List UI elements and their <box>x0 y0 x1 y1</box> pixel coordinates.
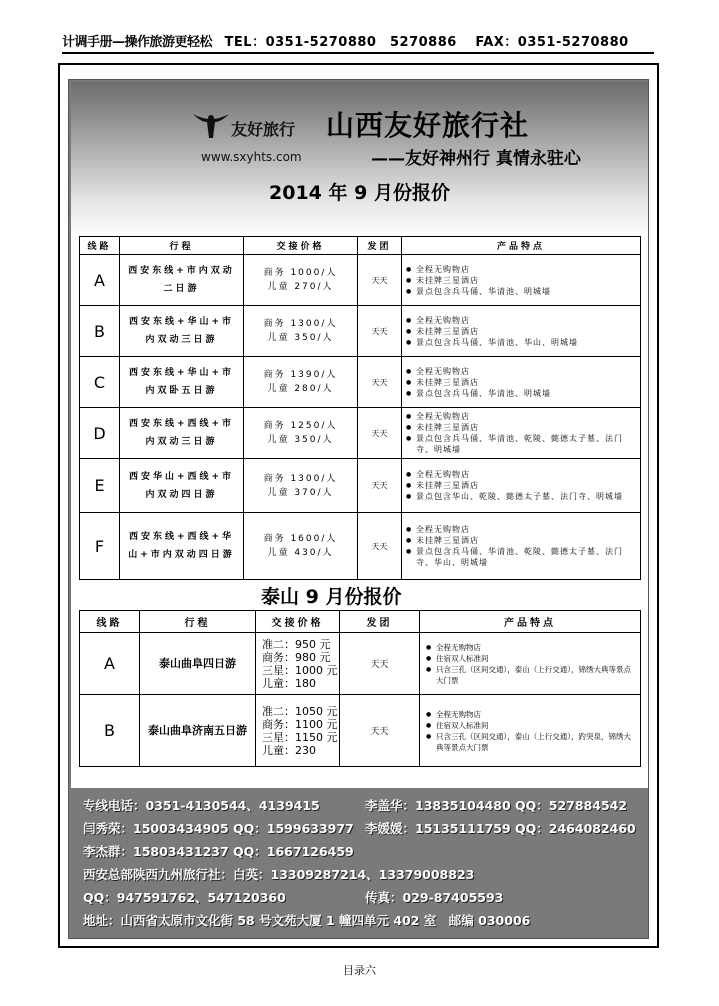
manual-slogan: 计调手册—操作旅游更轻松 <box>62 35 213 50</box>
col-header-code: 线路 <box>80 237 120 255</box>
price-line: 商务：1100 元 <box>262 717 338 731</box>
wing-logo-icon <box>191 108 231 142</box>
route-name: 泰山曲阜济南五日游 <box>140 695 256 767</box>
route-code: A <box>80 633 140 695</box>
table-row <box>80 357 641 408</box>
departure-schedule: 天天 <box>358 255 402 306</box>
table-row <box>80 633 641 695</box>
feature-item: ● 景点包含兵马俑、华清池、乾陵、懿德太子墓、法门寺、明城墙 <box>406 433 636 455</box>
features-cell <box>420 695 641 767</box>
features-cell <box>420 633 641 695</box>
ad-panel <box>68 79 649 939</box>
price-cell <box>244 408 358 459</box>
feature-item: ● 只含三孔（区间交通），泰山（上行交通），锦绣大典等景点大门票 <box>426 664 634 686</box>
contact-li-gaihua: 李盖华：13835104480 QQ：527884542 <box>365 798 628 813</box>
price-cell <box>244 513 358 580</box>
route-name: 西安东线+华山+市内双卧五日游 <box>120 357 244 408</box>
feature-item: ● 全程无购物店 <box>406 411 636 422</box>
feature-item: ● 全程无购物店 <box>406 469 636 480</box>
contact-row <box>83 888 643 911</box>
features-cell <box>402 306 641 357</box>
table-header-row <box>80 611 641 633</box>
price-line: 商务 1250/人 <box>263 421 338 431</box>
feature-item: ● 全程无购物店 <box>406 524 636 535</box>
price-line: 商务 1000/人 <box>263 268 338 278</box>
feature-item: ● 景点包含华山、乾陵、懿德太子墓、法门寺、明城墙 <box>406 491 636 502</box>
route-name: 西安华山+西线+市内双动四日游 <box>120 459 244 513</box>
contact-row <box>83 911 643 934</box>
price-content <box>71 232 648 788</box>
price-cell <box>256 633 340 695</box>
feature-item: ● 只含三孔（区间交通），泰山（上行交通），趵突泉，锦绣大典等景点大门票 <box>426 731 634 753</box>
route-name: 西安东线+市内双动二日游 <box>120 255 244 306</box>
feature-item: ● 全程无购物店 <box>406 315 636 326</box>
col-header-route: 行程 <box>140 611 256 633</box>
price-line: 商务：980 元 <box>262 650 331 664</box>
ad-header <box>71 82 648 232</box>
route-code: B <box>80 695 140 767</box>
feature-item: ● 未挂牌三星酒店 <box>406 275 636 286</box>
feature-item: ● 未挂牌三星酒店 <box>406 535 636 546</box>
feature-item: ● 未挂牌三星酒店 <box>406 326 636 337</box>
col-header-features: 产品特点 <box>420 611 641 633</box>
departure-schedule: 天天 <box>358 513 402 580</box>
features-cell <box>402 255 641 306</box>
price-line: 商务 1390/人 <box>263 370 338 380</box>
table-row <box>80 408 641 459</box>
feature-item: ● 未挂牌三星酒店 <box>406 422 636 433</box>
price-line: 商务 1300/人 <box>263 473 338 484</box>
price-line: 儿童 350/人 <box>267 435 334 445</box>
price-line: 儿童：230 <box>262 743 316 757</box>
xian-hq-contact: 西安总部陕西九州旅行社：白英：13309287214、13379008823 <box>83 867 475 882</box>
route-code: C <box>80 357 120 408</box>
hotline: 专线电话：0351-4130544、4139415 <box>83 798 320 813</box>
contact-li-yuanyuan: 李媛媛：15135111759 QQ：2464082460 <box>365 821 636 836</box>
route-name: 泰山曲阜四日游 <box>140 633 256 695</box>
table-row <box>80 513 641 580</box>
contact-li-jiequn: 李杰群：15803431237 QQ：1667126459 <box>83 844 354 859</box>
departure-schedule: 天天 <box>340 695 420 767</box>
contact-row <box>83 796 643 819</box>
contact-info <box>83 796 643 934</box>
feature-item: ● 全程无购物店 <box>426 642 634 653</box>
price-cell <box>256 695 340 767</box>
feature-item: ● 未挂牌三星酒店 <box>406 480 636 491</box>
contact-row <box>83 842 643 865</box>
departure-schedule: 天天 <box>358 408 402 459</box>
ad-frame <box>58 63 659 948</box>
price-line: 商务 1600/人 <box>263 534 338 544</box>
company-slogan: ——友好神州行 真情永驻心 <box>371 149 581 169</box>
table-row <box>80 255 641 306</box>
price-line: 儿童 270/人 <box>267 282 334 292</box>
table-header-row <box>80 237 641 255</box>
price-line: 商务 1300/人 <box>263 319 338 329</box>
table-row <box>80 306 641 357</box>
route-code: D <box>80 408 120 459</box>
departure-schedule: 天天 <box>358 459 402 513</box>
route-name: 西安东线+西线+华山+市内双动四日游 <box>120 513 244 580</box>
logo-text: 友好旅行 <box>231 120 296 139</box>
col-header-departure: 发团 <box>358 237 402 255</box>
features-cell <box>402 357 641 408</box>
col-header-departure: 发团 <box>340 611 420 633</box>
contact-yan-xiurong: 闫秀荣：15003434905 QQ：1599633977 <box>83 821 354 836</box>
departure-schedule: 天天 <box>358 306 402 357</box>
qq-numbers: QQ：947591762、547120360 <box>83 890 286 905</box>
feature-item: ● 景点包含兵马俑、华清池、华山、明城墙 <box>406 337 636 348</box>
price-line: 准二：950 元 <box>262 637 331 651</box>
page-number: 目录六 <box>343 964 376 977</box>
price-cell <box>244 357 358 408</box>
departure-schedule: 天天 <box>340 633 420 695</box>
price-line: 儿童 350/人 <box>267 333 334 343</box>
route-name: 西安东线+华山+市内双动三日游 <box>120 306 244 357</box>
price-line: 三星：1000 元 <box>262 663 338 677</box>
price-cell <box>244 459 358 513</box>
contact-row <box>83 865 643 888</box>
table-row <box>80 459 641 513</box>
feature-item: ● 全程无购物店 <box>406 264 636 275</box>
col-header-price: 交接价格 <box>244 237 358 255</box>
top-bar <box>62 34 654 54</box>
table-row <box>80 695 641 767</box>
company-name: 山西友好旅行社 <box>326 109 530 142</box>
feature-item: ● 住宿双人标准间 <box>426 720 634 731</box>
fax-xian: 传真：029-87405593 <box>365 890 504 905</box>
col-header-features: 产品特点 <box>402 237 641 255</box>
website-url: www.sxyhts.com <box>201 150 302 164</box>
fax-number: FAX：0351-5270880 <box>475 35 629 50</box>
price-line: 儿童 280/人 <box>267 384 334 394</box>
departure-schedule: 天天 <box>358 357 402 408</box>
price-line: 儿童：180 <box>262 676 316 690</box>
price-line: 准二：1050 元 <box>262 704 338 718</box>
route-name: 西安东线+西线+市内双动三日游 <box>120 408 244 459</box>
route-code: E <box>80 459 120 513</box>
feature-item: ● 景点包含兵马俑、华清池、乾陵、懿德太子墓、法门寺、华山、明城墙 <box>406 546 636 568</box>
price-cell <box>244 306 358 357</box>
xian-price-title: 2014 年 9 月份报价 <box>269 182 450 204</box>
xian-price-table <box>79 236 641 580</box>
taishan-price-title: 泰山 9 月份报价 <box>261 586 402 608</box>
price-line: 儿童 430/人 <box>267 548 334 558</box>
price-cell <box>244 255 358 306</box>
feature-item: ● 全程无购物店 <box>426 709 634 720</box>
route-code: A <box>80 255 120 306</box>
route-code: F <box>80 513 120 580</box>
route-code: B <box>80 306 120 357</box>
telephone-numbers: TEL：0351-5270880 5270886 <box>224 35 457 50</box>
features-cell <box>402 513 641 580</box>
feature-item: ● 全程无购物店 <box>406 366 636 377</box>
features-cell <box>402 408 641 459</box>
col-header-price: 交接价格 <box>256 611 340 633</box>
price-line: 儿童 370/人 <box>267 487 334 498</box>
feature-item: ● 景点包含兵马俑、华清池、明城墙 <box>406 286 636 297</box>
feature-item: ● 住宿双人标准间 <box>426 653 634 664</box>
taishan-price-table <box>79 610 641 767</box>
feature-item: ● 景点包含兵马俑、华清池、明城墙 <box>406 388 636 399</box>
features-cell <box>402 459 641 513</box>
price-line: 三星：1150 元 <box>262 730 338 744</box>
col-header-route: 行程 <box>120 237 244 255</box>
address: 地址：山西省太原市文化街 58 号文苑大厦 1 幢四单元 402 室 邮编 030006 <box>83 913 531 928</box>
contact-row <box>83 819 643 842</box>
col-header-code: 线路 <box>80 611 140 633</box>
feature-item: ● 未挂牌三星酒店 <box>406 377 636 388</box>
